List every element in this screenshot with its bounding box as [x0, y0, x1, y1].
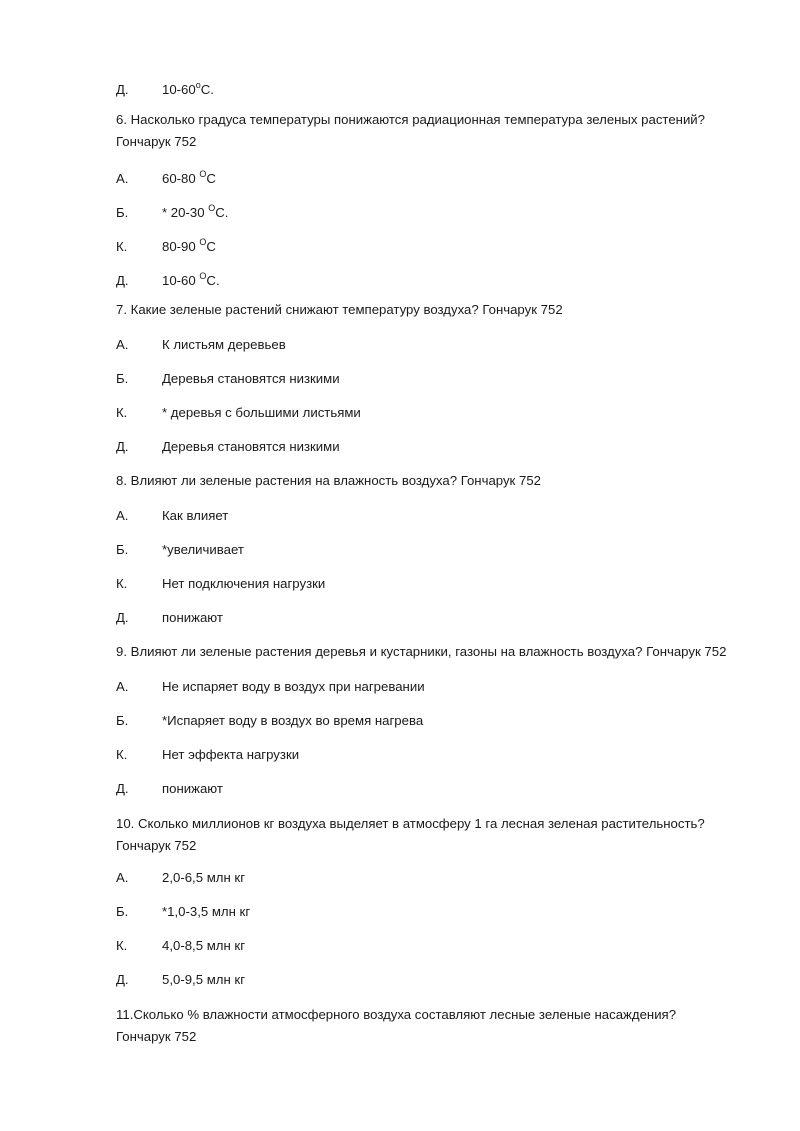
- option-letter: Д.: [116, 610, 129, 625]
- option-letter: Б.: [116, 371, 129, 386]
- question-10-option-a: [116, 868, 245, 888]
- question-8-option-d: [116, 608, 223, 628]
- question-9-option-b: [116, 711, 423, 731]
- option-text: 2,0-6,5 млн кг: [162, 870, 246, 885]
- option-letter: К.: [116, 576, 128, 591]
- option-unit: C.: [206, 273, 220, 288]
- option-letter: Б.: [116, 542, 129, 557]
- option-letter: А.: [116, 171, 129, 186]
- question-6-title: 6. Насколько градуса температуры понижаются радиационная температура зеленых растений? Гончарук 752: [116, 112, 706, 149]
- option-letter: К.: [116, 405, 128, 420]
- question-7-option-b: [116, 369, 340, 389]
- degree-mark: O: [199, 237, 207, 247]
- question-6-option-d: [116, 266, 220, 291]
- question-6-option-a: [116, 164, 216, 189]
- option-text: *1,0-3,5 млн кг: [162, 904, 251, 919]
- option-text: 80-90: [162, 239, 200, 254]
- question-11-title: 11.Сколько % влажности атмосферного воздуха составляют лесные зеленые насаждения? Гончарук 752: [116, 1007, 677, 1044]
- option-text: Как влияет: [162, 508, 229, 523]
- option-text: К листьям деревьев: [162, 337, 286, 352]
- question-7-title: 7. Какие зеленые растений снижают температуру воздуха? Гончарук 752: [116, 302, 563, 317]
- option-letter: А.: [116, 679, 129, 694]
- option-text: 10-60: [162, 273, 200, 288]
- question-9-option-k: [116, 745, 299, 765]
- option-text: Не испаряет воду в воздух при нагревании: [162, 679, 425, 694]
- option-letter: Д.: [116, 972, 129, 987]
- option-text: Деревья становятся низкими: [162, 439, 340, 454]
- question-10-title: 10. Сколько миллионов кг воздуха выделяет в атмосферу 1 га лесная зеленая растительность? Гончарук 752: [116, 816, 705, 853]
- question-8-title: 8. Влияют ли зеленые растения на влажность воздуха? Гончарук 752: [116, 473, 541, 488]
- degree-mark: O: [199, 271, 207, 281]
- option-unit: C: [206, 171, 216, 186]
- option-text: Деревья становятся низкими: [162, 371, 340, 386]
- question-9-title: 9. Влияют ли зеленые растения деревья и кустарники, газоны на влажность воздуха? Гончарук 752: [116, 644, 727, 659]
- option-d-prev: [116, 75, 214, 100]
- question-7-option-k: [116, 403, 361, 423]
- option-letter: Б.: [116, 205, 129, 220]
- option-text: 5,0-9,5 млн кг: [162, 972, 246, 987]
- option-letter: А.: [116, 508, 129, 523]
- option-letter: К.: [116, 747, 128, 762]
- question-10-option-b: [116, 902, 250, 922]
- option-unit: C: [206, 239, 216, 254]
- option-letter: А.: [116, 870, 129, 885]
- option-text: *Испаряет воду в воздух во время нагрева: [162, 713, 424, 728]
- option-text: * деревья с большими листьями: [162, 405, 361, 420]
- question-8-option-b: [116, 540, 244, 560]
- question-8-option-a: [116, 506, 228, 526]
- question-9-option-d: [116, 779, 223, 799]
- option-letter: Б.: [116, 713, 129, 728]
- degree-mark: O: [208, 203, 216, 213]
- option-letter: К.: [116, 938, 128, 953]
- option-text: *увеличивает: [162, 542, 244, 557]
- option-text: * 20-30: [162, 205, 209, 220]
- question-7-option-d: [116, 437, 340, 457]
- question-6-option-b: [116, 198, 228, 223]
- question-10-option-k: [116, 936, 245, 956]
- option-letter: Д.: [116, 439, 129, 454]
- option-text: понижают: [162, 610, 223, 625]
- option-text: Нет эффекта нагрузки: [162, 747, 300, 762]
- question-7-option-a: [116, 335, 286, 355]
- question-8-option-k: [116, 574, 325, 594]
- option-text: понижают: [162, 781, 223, 796]
- option-unit: C.: [215, 205, 229, 220]
- option-text: 4,0-8,5 млн кг: [162, 938, 246, 953]
- question-6-option-k: [116, 232, 216, 257]
- option-letter: Д.: [116, 781, 129, 796]
- option-text: Нет подключения нагрузки: [162, 576, 326, 591]
- option-unit: C.: [200, 82, 214, 97]
- option-letter: А.: [116, 337, 129, 352]
- option-letter: Б.: [116, 904, 129, 919]
- degree-mark: O: [199, 169, 207, 179]
- option-letter: К.: [116, 239, 128, 254]
- option-letter: Д.: [116, 273, 129, 288]
- question-9-option-a: [116, 677, 425, 697]
- option-text: 60-80: [162, 171, 200, 186]
- option-letter: Д.: [116, 82, 129, 97]
- option-text: 10-60: [162, 82, 196, 97]
- question-10-option-d: [116, 970, 245, 990]
- degree-mark: o: [195, 80, 201, 90]
